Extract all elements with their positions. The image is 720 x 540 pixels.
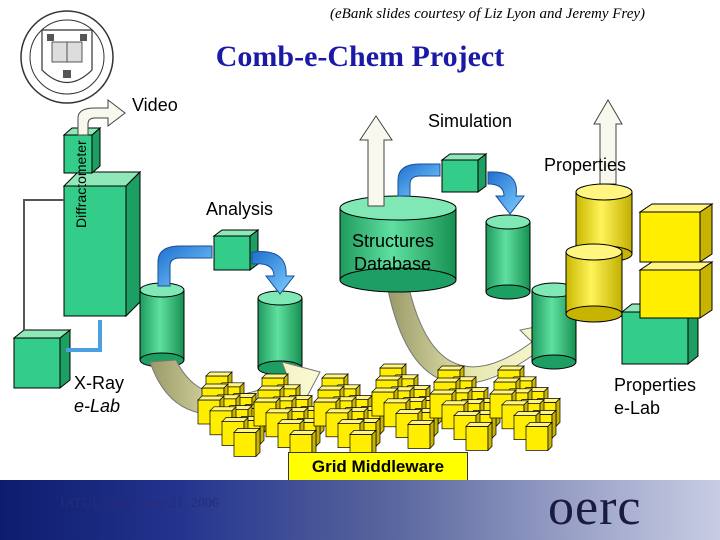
property-db-yellow-2 <box>566 244 622 322</box>
grid-middleware-label: Grid Middleware <box>288 452 468 482</box>
label-properties-elab: e-Lab <box>614 398 661 418</box>
page-title: Comb-e-Chem Project <box>215 40 505 73</box>
simulation-arrow <box>360 116 392 206</box>
video-arrow <box>78 100 125 135</box>
property-box-yellow-2 <box>640 262 712 318</box>
property-box-yellow-1 <box>640 204 712 262</box>
label-properties: Properties <box>544 155 627 175</box>
label-video: Video <box>132 95 178 115</box>
grid-node-box <box>526 422 552 450</box>
grid-nodes <box>198 364 560 458</box>
analysis-box <box>214 230 258 270</box>
analysis-cylinder-right <box>258 291 302 375</box>
properties-arrow-down <box>488 172 524 214</box>
properties-cylinder <box>486 215 530 299</box>
label-database: Database <box>354 254 432 274</box>
slide-credit: (eBank slides courtesy of Liz Lyon and Jeremy Frey) <box>330 6 646 22</box>
label-simulation: Simulation <box>428 111 513 131</box>
xray-lab-box <box>14 330 70 388</box>
label-diffractometer: Diffractometer <box>73 140 89 228</box>
properties-arrow-up <box>398 164 440 196</box>
analysis-cylinder-left <box>140 283 184 367</box>
label-xray: X-Ray <box>74 373 125 393</box>
analysis-arrow-up <box>158 246 212 286</box>
grid-node-box <box>466 422 492 450</box>
grid-node-box <box>234 428 260 456</box>
oerc-logo: oerc <box>548 479 642 536</box>
grid-node-box <box>408 420 434 448</box>
properties-box <box>442 154 486 192</box>
label-properties-lab: Properties <box>614 375 697 395</box>
label-structures: Structures <box>352 231 435 251</box>
footer-text: IATUL Porto, May 21, 2006 <box>60 496 219 511</box>
label-xray-elab: e-Lab <box>74 396 121 416</box>
label-analysis: Analysis <box>206 199 274 219</box>
analysis-arrow-down <box>252 252 294 295</box>
